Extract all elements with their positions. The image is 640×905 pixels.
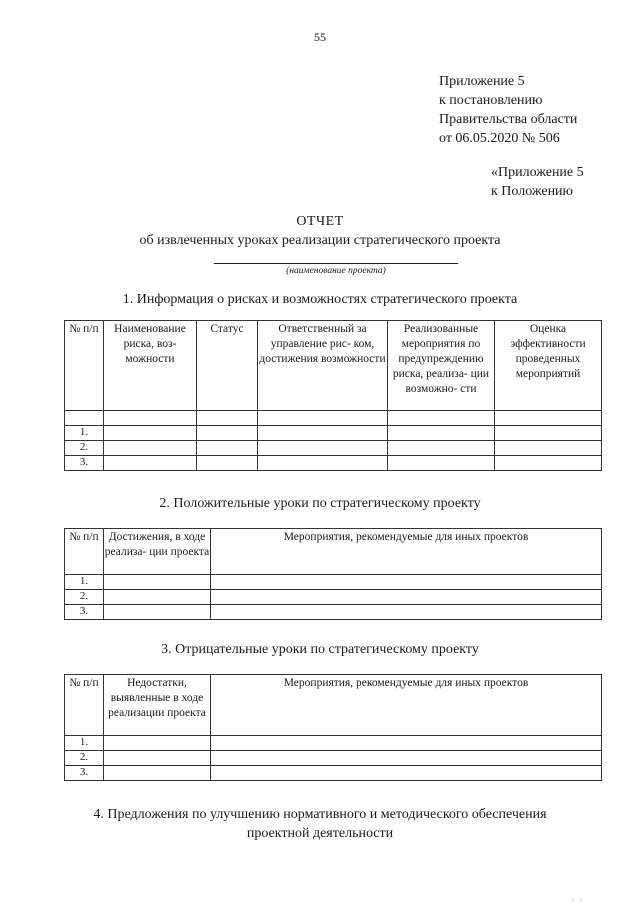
row-number: 3. bbox=[65, 766, 104, 781]
header-cell: Мероприятия, рекомендуемые для иных проектов bbox=[211, 675, 602, 736]
table-cell[interactable] bbox=[388, 441, 495, 456]
table-cell[interactable] bbox=[211, 751, 602, 766]
appendix-line: Правительства области bbox=[439, 112, 578, 127]
table-row bbox=[65, 575, 602, 590]
appendix-line: Приложение 5 bbox=[439, 74, 525, 89]
table-cell[interactable] bbox=[104, 411, 197, 426]
table-cell[interactable] bbox=[258, 441, 388, 456]
appendix-inner-line: к Положению bbox=[491, 184, 574, 199]
table-cell[interactable] bbox=[197, 441, 258, 456]
section-4-title-line: проектной деятельности bbox=[246, 826, 394, 841]
negative-lessons-table bbox=[64, 674, 602, 781]
row-number: 1. bbox=[65, 426, 104, 441]
table-cell[interactable] bbox=[104, 766, 211, 781]
appendix-inner-line: «Приложение 5 bbox=[491, 165, 584, 180]
appendix-block bbox=[439, 72, 577, 148]
table-cell[interactable] bbox=[258, 411, 388, 426]
section-4-title bbox=[0, 805, 640, 843]
header-cell: Реализованные мероприятия по предупреждению риска, реализа- ции возможно- сти bbox=[388, 321, 495, 411]
row-number: 3. bbox=[65, 605, 104, 620]
table-row bbox=[65, 441, 602, 456]
header-cell: № п/п bbox=[65, 675, 104, 736]
header-cell: Достижения, в ходе реализа- ции проекта bbox=[104, 529, 211, 575]
table-cell[interactable] bbox=[258, 456, 388, 471]
table-cell[interactable] bbox=[197, 456, 258, 471]
section-3-title: 3. Отрицательные уроки по стратегическому проекту bbox=[161, 642, 479, 657]
corner-mark: . . bbox=[572, 894, 584, 903]
header-cell: Мероприятия, рекомендуемые для иных проектов bbox=[211, 529, 602, 575]
table-row bbox=[65, 411, 602, 426]
table-cell[interactable] bbox=[388, 411, 495, 426]
table-cell[interactable] bbox=[211, 575, 602, 590]
table-cell[interactable] bbox=[104, 441, 197, 456]
row-number: 1. bbox=[65, 575, 104, 590]
appendix-inner-block bbox=[491, 163, 584, 201]
table-cell[interactable] bbox=[388, 456, 495, 471]
header-cell: Наименование риска, воз- можности bbox=[104, 321, 197, 411]
report-title: ОТЧЕТ bbox=[296, 214, 344, 229]
table-row bbox=[65, 456, 602, 471]
header-cell: Ответственный за управление рис- ком, достижения возможности bbox=[258, 321, 388, 411]
table-cell[interactable] bbox=[197, 426, 258, 441]
section-1-title: 1. Информация о рисках и возможностях стратегического проекта bbox=[122, 292, 518, 307]
header-cell: № п/п bbox=[65, 529, 104, 575]
page-number: 55 bbox=[314, 30, 326, 44]
row-number: 3. bbox=[65, 456, 104, 471]
table-cell[interactable] bbox=[104, 426, 197, 441]
row-number: 1. bbox=[65, 736, 104, 751]
project-name-line bbox=[214, 263, 458, 264]
section-2-title: 2. Положительные уроки по стратегическому проекту bbox=[159, 496, 481, 511]
table-cell[interactable] bbox=[104, 751, 211, 766]
row-number bbox=[65, 411, 104, 426]
row-number: 2. bbox=[65, 751, 104, 766]
table-row bbox=[65, 766, 602, 781]
table-cell[interactable] bbox=[388, 426, 495, 441]
row-number: 2. bbox=[65, 441, 104, 456]
row-number: 2. bbox=[65, 590, 104, 605]
header-cell: Статус bbox=[197, 321, 258, 411]
positive-lessons-table bbox=[64, 528, 602, 620]
table-cell[interactable] bbox=[495, 426, 602, 441]
table-cell[interactable] bbox=[258, 426, 388, 441]
table-row bbox=[65, 426, 602, 441]
risks-table bbox=[64, 320, 602, 471]
table-cell[interactable] bbox=[104, 605, 211, 620]
project-name-caption: (наименование проекта) bbox=[286, 266, 386, 276]
table-cell[interactable] bbox=[495, 441, 602, 456]
appendix-line: от 06.05.2020 № 506 bbox=[439, 131, 560, 146]
header-cell: Оценка эффективности проведенных мероприятий bbox=[495, 321, 602, 411]
appendix-line: к постановлению bbox=[439, 93, 543, 108]
table-cell[interactable] bbox=[211, 736, 602, 751]
table-cell[interactable] bbox=[104, 456, 197, 471]
table-row bbox=[65, 590, 602, 605]
header-cell: Недостатки, выявленные в ходе реализации проекта bbox=[104, 675, 211, 736]
table-row bbox=[65, 751, 602, 766]
table-row bbox=[65, 605, 602, 620]
header-cell: № п/п bbox=[65, 321, 104, 411]
table-cell[interactable] bbox=[104, 575, 211, 590]
table-cell[interactable] bbox=[197, 411, 258, 426]
table-cell[interactable] bbox=[104, 590, 211, 605]
section-4-title-line: 4. Предложения по улучшению нормативного и методического обеспечения bbox=[93, 807, 547, 822]
table-cell[interactable] bbox=[104, 736, 211, 751]
table-cell[interactable] bbox=[495, 456, 602, 471]
table-cell[interactable] bbox=[211, 766, 602, 781]
table-cell[interactable] bbox=[211, 605, 602, 620]
table-cell[interactable] bbox=[211, 590, 602, 605]
table-cell[interactable] bbox=[495, 411, 602, 426]
report-subtitle: об извлеченных уроках реализации стратегического проекта bbox=[139, 233, 501, 248]
table-row bbox=[65, 736, 602, 751]
